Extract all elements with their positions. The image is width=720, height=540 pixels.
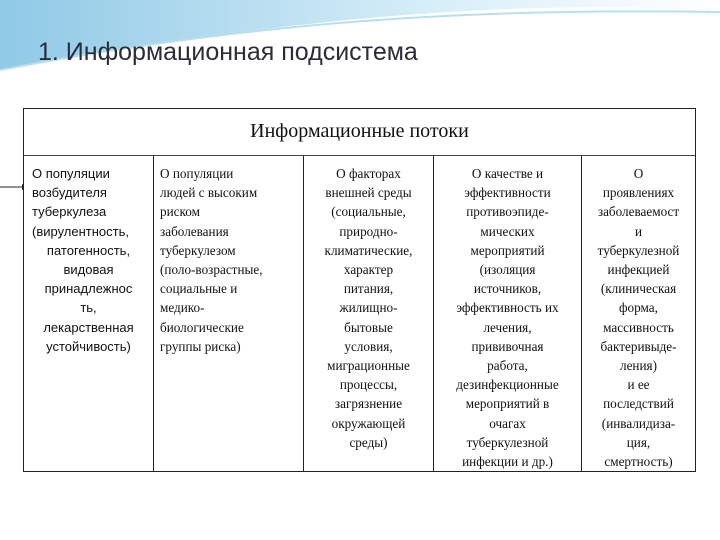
cell-line: эффективность их [456,300,559,316]
cell-line: массивность [603,319,674,335]
cell-line: мероприятий [470,242,545,258]
slide-title: 1. Информационная подсистема [38,38,418,66]
cell-line: патогенность, [46,242,131,258]
cell-line: питания, [343,281,394,297]
column-pathogen-population [24,156,153,471]
cell-line: медико- [160,300,205,316]
cell-line: прививочная [471,338,544,354]
cell-line: возбудителя [32,185,107,201]
cell-line: мических [480,223,535,239]
info-flows-table [23,108,696,472]
cell-line: миграционные [327,358,410,374]
cell-line: устойчивость) [46,338,131,354]
cell-line: инфекции и др.) [462,454,553,470]
table-header: Информационные потоки [24,109,695,156]
cell-line: туберкулеза [32,204,107,220]
column-measures-quality [433,156,581,471]
cell-line: окружающей [331,415,406,431]
cell-line: внешней среды [325,185,412,201]
cell-line: последствий [603,396,674,412]
cell-line: загрязнение [334,396,403,412]
cell-line: бытовые [344,319,393,335]
cell-line: ция, [626,434,651,450]
cell-line: биологические [160,319,244,335]
cell-line: О факторах [336,166,401,181]
cell-line: туберкулезной [597,242,680,258]
cell-line: и ее [627,377,650,393]
cell-line: ть, [80,300,97,316]
cell-line: (инвалидиза- [601,415,676,431]
cell-line: инфекцией [607,262,670,278]
cell-line: (изоляция [479,262,536,278]
cell-line: и [634,223,643,239]
cell-line: работа, [487,358,528,374]
cell-line: эффективности [464,185,551,201]
cell-line: условия, [344,338,393,354]
cell-line: (поло-возрастные, [160,262,263,278]
cell-line: О популяции [32,166,110,181]
cell-line: О популяции [160,166,234,181]
cell-line: социальные и [160,281,238,297]
cell-line: жилищно- [339,300,398,316]
cell-line: источников, [473,281,542,297]
column-environment-factors [303,156,433,471]
cell-line: заболевания [160,223,229,239]
cell-line: (социальные, [331,204,406,220]
cell-line: видовая [63,262,114,278]
cell-line: лечения, [483,319,532,335]
cell-line: дезинфекционные [456,377,559,393]
cell-line: форма, [619,300,658,316]
cell-line: мероприятий в [465,396,550,412]
cell-line: риском [160,204,200,220]
cell-line: процессы, [339,377,398,393]
cell-line: туберкулезом [160,242,236,258]
cell-line: бактеривыде- [600,338,677,354]
cell-line: климатические, [324,242,413,258]
cell-line: смертность) [604,454,673,470]
cell-line: характер [343,262,394,278]
column-risk-population [153,156,303,471]
cell-line: противоэпиде- [466,204,549,220]
cell-line: О качестве и [471,166,544,181]
cell-line: группы риска) [160,338,241,354]
cell-line: (вирулентность, [32,223,129,239]
cell-line: проявлениях [602,185,675,201]
cell-line: ления) [619,358,657,374]
cell-line: лекарственная [43,319,134,335]
cell-line: очагах [489,415,526,431]
cell-line: природно- [339,223,398,239]
cell-line: заболеваемост [597,204,680,220]
cell-line: туберкулезной [466,434,549,450]
cell-line: среды) [349,434,388,450]
cell-line: людей с высоким [160,185,258,201]
column-disease-manifestations [581,156,695,471]
cell-line: принадлежнос [44,281,133,297]
cell-line: О [633,166,644,181]
cell-line: (клиническая [600,281,677,297]
